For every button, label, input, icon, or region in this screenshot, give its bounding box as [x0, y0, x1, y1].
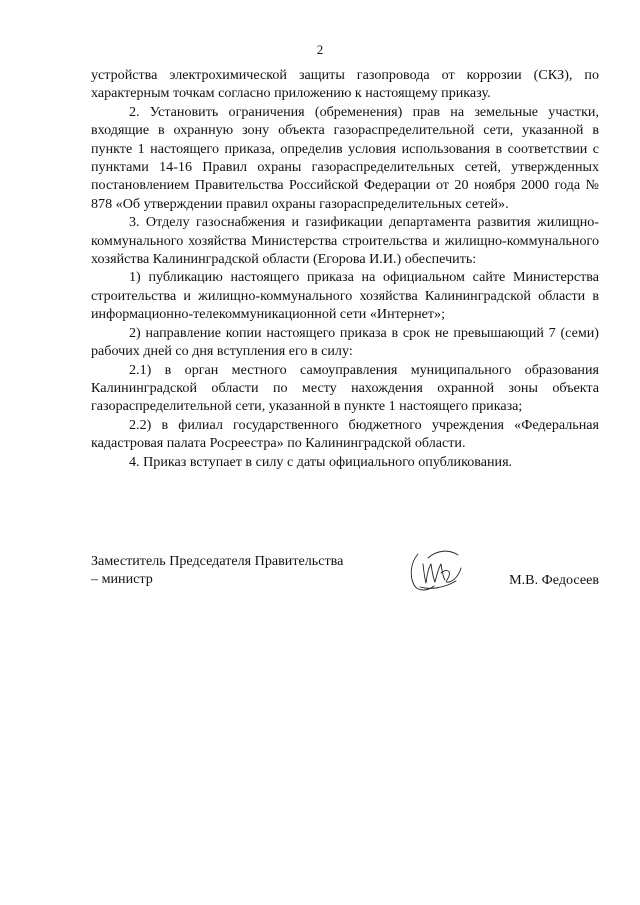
paragraph-item-2: 2. Установить ограничения (обременения) прав на земельные участки, входящие в охранную зону объекта газораспределительной сети, указанной в пункте 1 настоящего приказа, определив условия использования в соответствии с пунктами 14-16 Правил охраны газораспределительных сетей, утвержденных постановлением Правительства Российской Федерации от 20 ноября 2000 года № 878 «Об утверждении правил охраны газораспределительных сетей». — [91, 103, 599, 212]
paragraph-item-4: 4. Приказ вступает в силу с даты официального опубликования. — [129, 453, 513, 470]
paragraph-continuation: устройства электрохимической защиты газопровода от коррозии (СКЗ), по характерным точкам согласно приложению к настоящему приказу. — [91, 67, 599, 102]
page-number: 2 — [316, 42, 324, 57]
signer-name: М.В. Федосеев — [509, 572, 599, 588]
signature-block — [91, 552, 599, 612]
document-body — [91, 66, 599, 471]
paragraph-item-3: 3. Отделу газоснабжения и газификации департамента развития жилищно-коммунального хозяйства Министерства строительства и жилищно-коммунального хозяйства Калининградской области (Егорова И.И.) обеспечить: — [91, 214, 599, 268]
paragraph-subitem-1: 1) публикацию настоящего приказа на официальном сайте Министерства строительства и жилищно-коммунального хозяйства Калининградской области в информационно-телекоммуникационной сети «Интернет»; — [91, 269, 599, 323]
paragraph-subitem-2-1: 2.1) в орган местного самоуправления муниципального образования Калининградской области по месту нахождения охранной зоны объекта газораспределительной сети, указанной в пункте 1 настоящего приказа; — [91, 361, 599, 415]
paragraph-subitem-2: 2) направление копии настоящего приказа в срок не превышающий 7 (семи) рабочих дней со дня вступления его в силу: — [91, 324, 599, 360]
signer-title: Заместитель Председателя Правительства – министр — [91, 553, 344, 588]
paragraph-subitem-2-2: 2.2) в филиал государственного бюджетного учреждения «Федеральная кадастровая палата Росреестра» по Калининградской области. — [91, 416, 599, 452]
handwritten-signature — [404, 540, 466, 596]
